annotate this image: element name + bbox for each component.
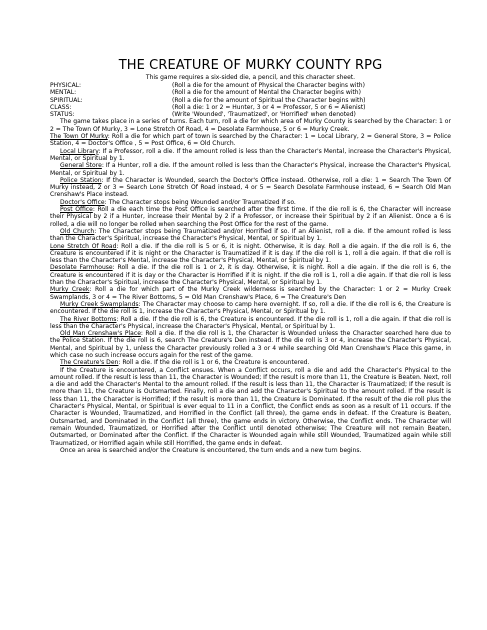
stat-class [50, 104, 451, 111]
paragraph-text: : Roll a die for which part of town is searched by the Character: 1 = Local Library, 2 = General Store, 3 = Police Station, 4 = Doctor's Office , 5 = Post Office, 6 = Old Church. [50, 133, 451, 148]
document-subtitle: This game requires a six-sided die, a pencil, and this character sheet. [145, 74, 356, 81]
paragraph-heading: Lone Stretch Of Road [50, 242, 117, 250]
paragraph-heading: Old Church [60, 227, 95, 235]
stat-label: PHYSICAL: [50, 82, 82, 89]
rules-paragraph-creatures-den [50, 359, 451, 366]
character-stats [50, 82, 451, 118]
paragraph-text: : Roll a die. If the die roll is 5 or 6, it is night. Otherwise, it is day. Roll a die again. If the die roll is 6, the Creature is encountered if it is night or the Character is Traumatized if it is day. If the die roll is 1, roll a die again. If that die roll is less than the Character's Mental, increase the Character's Physical, Mental, or Spiritual by 1. [50, 242, 451, 265]
rules-paragraph-town [50, 133, 451, 148]
paragraph-text: Once an area is searched and/or the Creature is encountered, the turn ends and a new turn begins. [60, 446, 362, 454]
rules-paragraph-general-store [50, 162, 451, 177]
rules-paragraph-farmhouse [50, 264, 451, 286]
rules-paragraph-crenshaw [50, 330, 451, 359]
rules-paragraph-doctors-office [50, 199, 451, 206]
rules-paragraph-turn-end [50, 447, 451, 454]
paragraph-text: : The Character stops being Traumatized and/or Horrified if so. If an Alienist, roll a die. If the amount rolled is less than the Character's Spiritual, increase the Character's Physical, Mental, or Spiritual by 1. [50, 227, 451, 243]
stat-description: (Roll a die for the amount of Mental the Character begins with) [172, 89, 361, 97]
paragraph-text: The game takes place in a series of turns. Each turn, roll a die for which area of Murky County is searched by the Character: 1 or 2 = The Town Of Murky, 3 = Lone Stretch Of Road, 4 = Desolate Farmhouse, 5 or 6 = Murky Creek. [50, 118, 451, 133]
paragraph-heading: Police Station [60, 176, 102, 184]
stat-description: (Roll a die: 1 or 2 = Hunter, 3 or 4 = Professor, 5 or 6 = Alienist) [172, 103, 366, 111]
rules-paragraph-lone-stretch [50, 243, 451, 265]
paragraph-heading: Local Library [60, 147, 99, 155]
paragraph-text: : Roll a die for which part of the Murky Creek wilderness is searched by the Character: 1 or 2 = Murky Creek Swamplands, 3 or 4 = The River Bottoms, 5 = Old Man Crenshaw's Place, 6 = The Creature's Den [50, 286, 451, 301]
rules-body [50, 118, 451, 454]
paragraph-text: : Roll a die. If the die roll is 1 or 2, it is day. Otherwise, it is night. Roll a die again. If the die roll is 6, the Creature is encountered if it is day or the Character is Horrified if it is night. If the die roll is 1, roll a die again. If that die roll is less than the Character's Spiritual, increase the Character's Physical, Mental, or Spiritual by 1. [50, 264, 451, 287]
paragraph-heading: Post Office [60, 206, 93, 214]
stat-description: (Roll a die for the amount of Physical the Character begins with) [172, 82, 365, 89]
paragraph-heading: The River Bottoms [60, 315, 117, 323]
rules-paragraph-river-bottoms [50, 316, 451, 331]
stat-label: CLASS: [50, 103, 72, 111]
stat-mental [50, 89, 451, 96]
paragraph-text: : If a Professor, roll a die. If the amount rolled is less than the Character's Mental, increase the Character's Physical, Mental, or Spiritual by 1. [50, 147, 451, 162]
stat-physical [50, 82, 451, 89]
document-title: THE CREATURE OF MURKY COUNTY RPG [118, 58, 383, 73]
paragraph-text: : Roll a die each time the Post Office is searched after the first time. If the die roll is 6, the Character will increase their Physical by 2 if a Hunter, increase their Mental by 2 if a Professor, or increase their Spiritual by 2 if an Alienist. Once a 6 is rolled, a die will no longer be rolled when searching the Post Office for the rest of the game. [50, 206, 451, 228]
stat-description: (Roll a die for the amount of Spiritual the Character begins with) [172, 96, 366, 104]
stat-spiritual [50, 97, 451, 104]
rules-paragraph-post-office [50, 206, 451, 228]
stat-label: MENTAL: [50, 89, 77, 97]
paragraph-heading: Desolate Farmhouse [50, 264, 113, 272]
paragraph-text: : If a Hunter, roll a die. If the amount rolled is less than the Character's Physical, increase the Character's Physical, Mental, or Spiritual by 1. [50, 162, 451, 177]
paragraph-heading: Murky Creek Swamplands [60, 300, 139, 308]
paragraph-text: : The Character stops being Wounded and/or Traumatized if so. [104, 198, 296, 206]
rules-paragraph-conflict [50, 367, 451, 447]
paragraph-text: : Roll a die. If the die roll is 1, the Character is Wounded unless the Character searched here due to the Police Station. If the die roll is 6, search The Creature's Den instead. If the die roll is 3 or 4, increase the Character's Physical, Mental, and Spiritual by 1, unless the Character previously rolled a 3 or 4 while searching Old Man Crenshaw's Place this game, in which case no such increase occurs again for the rest of the game. [50, 330, 451, 359]
stat-status [50, 111, 451, 118]
paragraph-heading: General Store [60, 162, 102, 170]
rules-paragraph-police-station [50, 177, 451, 199]
paragraph-heading: The Creature's Den [60, 359, 119, 367]
rules-paragraph-murky-creek [50, 286, 451, 301]
paragraph-heading: Old Man Crenshaw's Place [60, 330, 141, 338]
rules-paragraph-turns [50, 118, 451, 133]
paragraph-text: : The Character may choose to camp here overnight. If so, roll a die. If the die roll is 6, the Creature is encountered. If the die roll is 1, increase the Character's Physical, Mental, or Spiritual by 1. [50, 300, 452, 316]
stat-description: (Write 'Wounded', 'Traumatized', or 'Horrified' when denoted) [172, 111, 356, 119]
rules-paragraph-library [50, 148, 451, 163]
paragraph-heading: Murky Creek [50, 286, 90, 294]
paragraph-heading: Doctor's Office [60, 198, 105, 206]
rules-paragraph-swamplands [50, 301, 451, 316]
paragraph-text: : Roll a die. If the die roll is 6, the Creature is encountered. If the die roll is 1, roll a die again. If that die roll is less than the Character's Physical, increase the Character's Physical, Mental, or Spiritual by 1. [50, 315, 451, 330]
stat-label: STATUS: [50, 111, 75, 119]
stat-label: SPIRITUAL: [50, 96, 83, 104]
paragraph-heading: The Town Of Murky [50, 133, 108, 141]
paragraph-text: : Roll a die. If the die roll is 1 or 6, the Creature is encountered. [118, 359, 310, 367]
paragraph-text: If the Creature is encountered, a Conflict ensues. When a Conflict occurs, roll a die and add the Character's Physical to the amount rolled. If the result is less than 11, the Character is Wounded; If the result is more than 11, the Creature is Beaten. Next, roll a die and add the Character's Mental to the amount rolled. If the result is less than 11, the Character is Traumatized; If the result is more than 11, the Creature is Outsmarted. Finally, roll a die and add the Character's Spiritual to the amount rolled. If the result is less than 11, the Character is Horrified; If the result is more than 11, the Creature is Dominated. If the result of the die roll plus the Character's Physical, Mental, or Spiritual is ever equal to 11 in a Conflict, the Conflict ends as soon as a result of 11 occurs. If the Character is Wounded, Traumatized, and Horrified in the Conflict (all three), the game ends in defeat. If the Creature is Beaten, Outsmarted, and Dominated in the Conflict (all three), the game ends in victory. Otherwise, the Conflict ends. The Character will remain Wounded, Traumatized, or Horrified after the Conflict until denoted otherwise; The Creature will not remain Beaten, Outsmarted, or Dominated after the Conflict. If the Character is Wounded again while still Wounded, Traumatized again while still Traumatized, or Horrified again while still Horrified, the game ends in defeat. [50, 366, 451, 447]
rules-paragraph-old-church [50, 228, 451, 243]
paragraph-text: : If the Character is Wounded, search the Doctor's Office instead. Otherwise, roll a die: 1 = Search The Town Of Murky instead, 2 or 3 = Search Lone Stretch Of Road instead, 4 or 5 = Search Desolate Farmhouse instead, 6 = Search Old Man Crenshaw's Place instead. [50, 176, 451, 199]
